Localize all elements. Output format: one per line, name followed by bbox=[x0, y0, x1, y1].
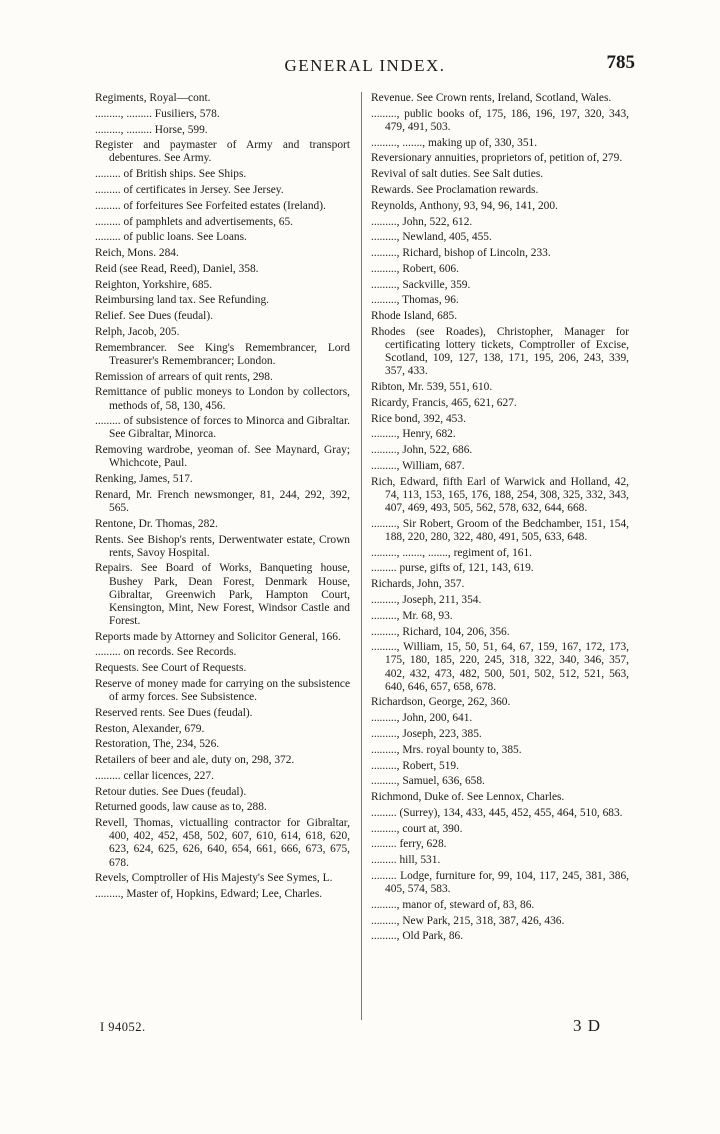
index-entry: ......... purse, gifts of, 121, 143, 619. bbox=[371, 562, 534, 575]
index-entry: Remission of arrears of quit rents, 298. bbox=[95, 370, 273, 383]
index-entry: ........., Old Park, 86. bbox=[371, 930, 464, 943]
index-entry: ........., Sackville, 359. bbox=[371, 278, 471, 291]
index-entry: ........., John, 522, 612. bbox=[371, 215, 473, 228]
index-entry: Revival of salt duties. See Salt duties. bbox=[371, 168, 544, 181]
index-entry: Reighton, Yorkshire, 685. bbox=[95, 278, 213, 291]
index-entry: ........., ......... Fusiliers, 578. bbox=[95, 107, 220, 120]
index-entry: Ribton, Mr. 539, 551, 610. bbox=[371, 381, 493, 394]
index-entry: ........., Mr. 68, 93. bbox=[371, 609, 453, 622]
index-entry: ......... ferry, 628. bbox=[371, 838, 447, 851]
index-entry: Removing wardrobe, yeoman of. See Maynard, Gray; Whichcote, Paul. bbox=[95, 444, 350, 470]
index-entry: ........., Mrs. royal bounty to, 385. bbox=[371, 743, 522, 756]
index-entry: Richmond, Duke of. See Lennox, Charles. bbox=[371, 791, 565, 804]
index-entry: Richardson, George, 262, 360. bbox=[371, 696, 511, 709]
index-entry: Relief. See Dues (feudal). bbox=[95, 310, 213, 323]
index-entry: Ricardy, Francis, 465, 621, 627. bbox=[371, 396, 517, 409]
index-entry: Rhode Island, 685. bbox=[371, 310, 458, 323]
index-entry: Register and paymaster of Army and transport debentures. See Army. bbox=[95, 139, 350, 165]
index-entry: Reserve of money made for carrying on the subsistence of army forces. See Subsistence. bbox=[95, 677, 350, 703]
index-entry: Renking, James, 517. bbox=[95, 473, 193, 486]
index-entry: ........., Richard, bishop of Lincoln, 233. bbox=[371, 247, 551, 260]
index-entry: Rice bond, 392, 453. bbox=[371, 412, 466, 425]
index-entry: ........., William, 15, 50, 51, 64, 67, 159, 167, 172, 173, 175, 180, 185, 220, 245, 318, 322, 340, 346, 357, 402, 432, 473, 482, 500, 501, 502, 512, 521, 563, 640, 646, 657, 658, 678. bbox=[371, 641, 629, 693]
index-entry: Revell, Thomas, victualling contractor for Gibraltar, 400, 402, 452, 458, 502, 607, 610, 614, 618, 620, 623, 624, 625, 626, 640, 654, 661, 666, 673, 675, 678. bbox=[95, 817, 350, 869]
index-entry: Reynolds, Anthony, 93, 94, 96, 141, 200. bbox=[371, 199, 558, 212]
index-entry: Rents. See Bishop's rents, Derwentwater estate, Crown rents, Savoy Hospital. bbox=[95, 533, 350, 559]
index-entry: Relph, Jacob, 205. bbox=[95, 326, 180, 339]
column-divider bbox=[361, 92, 362, 1020]
index-entry: Reid (see Read, Reed), Daniel, 358. bbox=[95, 262, 259, 275]
index-entry: Reserved rents. See Dues (feudal). bbox=[95, 706, 253, 719]
page-number: 785 bbox=[606, 52, 635, 73]
index-entry: Requests. See Court of Requests. bbox=[95, 662, 247, 675]
index-entry: Reston, Alexander, 679. bbox=[95, 722, 205, 735]
index-entry: ........., Thomas, 96. bbox=[371, 294, 459, 307]
index-entry: ......... (Surrey), 134, 433, 445, 452, 455, 464, 510, 683. bbox=[371, 806, 623, 819]
index-entry: ......... of public loans. See Loans. bbox=[95, 231, 247, 244]
index-entry: Returned goods, law cause as to, 288. bbox=[95, 801, 267, 814]
printer-signature: I 94052. bbox=[100, 1020, 146, 1034]
index-entry: ........., court at, 390. bbox=[371, 822, 463, 835]
index-entry: Richards, John, 357. bbox=[371, 578, 465, 591]
index-entry: Revenue. See Crown rents, Ireland, Scotland, Wales. bbox=[371, 92, 612, 104]
index-entry: ......... Lodge, furniture for, 99, 104, 117, 245, 381, 386, 405, 574, 583. bbox=[371, 869, 629, 896]
index-entry: ........., Master of, Hopkins, Edward; Lee, Charles. bbox=[95, 888, 323, 901]
index-entry: ......... of forfeitures See Forfeited estates (Ireland). bbox=[95, 199, 326, 212]
index-entry: Retour duties. See Dues (feudal). bbox=[95, 785, 247, 798]
index-entry: ........., Joseph, 223, 385. bbox=[371, 727, 482, 740]
index-entry: ........., ......., ......., regiment of, 161. bbox=[371, 546, 533, 559]
index-entry: Regiments, Royal—cont. bbox=[95, 92, 211, 104]
index-entry: ........., John, 200, 641. bbox=[371, 712, 473, 725]
index-entry: ........., Richard, 104, 206, 356. bbox=[371, 625, 510, 638]
index-entry: ........., Henry, 682. bbox=[371, 428, 456, 441]
index-entry: ......... cellar licences, 227. bbox=[95, 769, 214, 782]
index-entry: ......... hill, 531. bbox=[371, 854, 441, 867]
index-entry: ........., Newland, 405, 455. bbox=[371, 231, 492, 244]
right-index-column bbox=[371, 92, 629, 946]
index-entry: ......... on records. See Records. bbox=[95, 646, 237, 659]
index-entry: ........., William, 687. bbox=[371, 460, 465, 472]
index-entry: ........., ......., making up of, 330, 351. bbox=[371, 136, 538, 149]
index-entry: Remittance of public moneys to London by collectors, methods of, 58, 130, 456. bbox=[95, 386, 350, 412]
index-entry: ......... of pamphlets and advertisements, 65. bbox=[95, 215, 294, 228]
index-entry: ......... of certificates in Jersey. See Jersey. bbox=[95, 184, 284, 196]
index-entry: Remembrancer. See King's Remembrancer, Lord Treasurer's Remembrancer; London. bbox=[95, 341, 350, 367]
page-header bbox=[95, 52, 635, 82]
index-entry: Restoration, The, 234, 526. bbox=[95, 738, 220, 751]
index-entry: Rentone, Dr. Thomas, 282. bbox=[95, 517, 218, 530]
index-entry: ........., manor of, steward of, 83, 86. bbox=[371, 898, 535, 911]
index-entry: ........., ......... Horse, 599. bbox=[95, 123, 208, 136]
index-entry: ........., John, 522, 686. bbox=[371, 444, 473, 457]
index-entry: ......... of subsistence of forces to Minorca and Gibraltar. See Gibraltar, Minorca. bbox=[95, 415, 350, 441]
index-entry: Reich, Mons. 284. bbox=[95, 247, 179, 260]
page-title: GENERAL INDEX. bbox=[284, 56, 446, 75]
index-entry: Renard, Mr. French newsmonger, 81, 244, 292, 392, 565. bbox=[95, 488, 350, 514]
index-entry: Rewards. See Proclamation rewards. bbox=[371, 184, 539, 196]
index-entry: ........., Samuel, 636, 658. bbox=[371, 775, 485, 788]
index-entry: Reports made by Attorney and Solicitor General, 166. bbox=[95, 630, 341, 643]
index-entry: Rhodes (see Roades), Christopher, Manager for certificating lottery tickets, Comptroller of Excise, Scotland, 109, 127, 138, 171, 195, 206, 243, 339, 357, 433. bbox=[371, 326, 629, 378]
index-entry: ........., Sir Robert, Groom of the Bedchamber, 151, 154, 188, 220, 280, 322, 480, 491, 505, 633, 648. bbox=[371, 517, 629, 543]
index-entry: ........., New Park, 215, 318, 387, 426, 436. bbox=[371, 914, 565, 927]
sheet-mark: 3 D bbox=[573, 1016, 602, 1035]
index-entry: ........., Robert, 606. bbox=[371, 262, 459, 275]
index-entry: ........., Joseph, 211, 354. bbox=[371, 593, 482, 606]
index-entry: Retailers of beer and ale, duty on, 298, 372. bbox=[95, 754, 295, 767]
index-entry: ........., public books of, 175, 186, 196, 197, 320, 343, 479, 491, 503. bbox=[371, 107, 629, 133]
index-entry: Reimbursing land tax. See Refunding. bbox=[95, 294, 269, 307]
index-entry: Rich, Edward, fifth Earl of Warwick and Holland, 42, 74, 113, 153, 165, 176, 188, 254, 308, 325, 332, 343, 407, 469, 493, 505, 562, 578, 632, 644, 668. bbox=[371, 475, 629, 514]
index-entry: Revels, Comptroller of His Majesty's See Symes, L. bbox=[95, 872, 333, 885]
index-entry: ......... of British ships. See Ships. bbox=[95, 168, 247, 181]
index-entry: Repairs. See Board of Works, Banqueting house, Bushey Park, Dean Forest, Denmark House, Gibraltar, Greenwich Park, Hampton Court, Kensington, Mint, New Forest, Windsor Castle and Forest. bbox=[95, 562, 350, 627]
index-entry: ........., Robert, 519. bbox=[371, 759, 459, 772]
left-index-column bbox=[95, 92, 350, 904]
index-entry: Reversionary annuities, proprietors of, petition of, 279. bbox=[371, 152, 623, 165]
